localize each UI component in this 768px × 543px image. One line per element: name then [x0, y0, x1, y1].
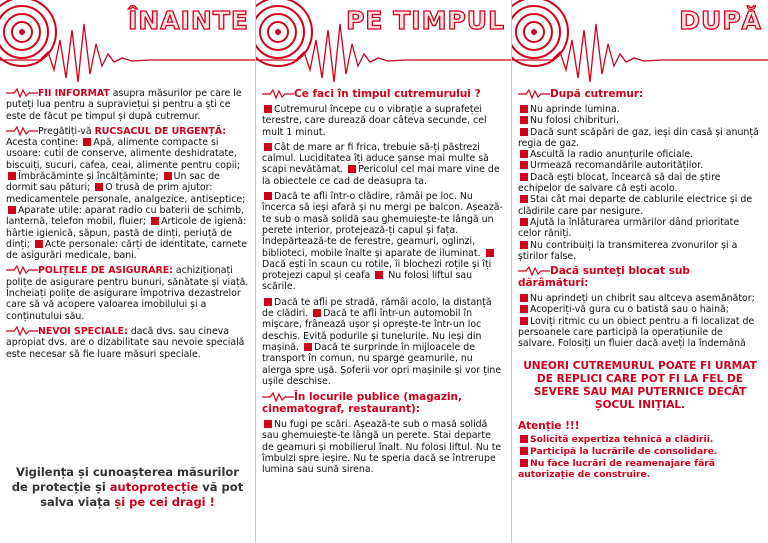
bullet-square-icon: [264, 105, 272, 113]
section-heading: În locurile publice (magazin, cinematograf, restaurant):: [262, 391, 463, 416]
bullet-square-icon: [520, 317, 528, 325]
bullet-square-icon: [520, 195, 528, 203]
panel-body: [6, 88, 249, 364]
panel-header: [512, 0, 768, 85]
panel-before: [0, 0, 255, 543]
closing-message: Vigilența și cunoașterea măsurilor de protecție și autoprotecție vă pot salva viața și pe cei dragi !: [11, 465, 244, 509]
during-paragraph: Dacă te afli într-o clădire, rămâi pe loc. Nu încerca să ieși afară și nu mergi pe balcon. Așează-te sub o masă solidă sau ghemuiește-te lângă un perete interior, protejează-ți capul și fața. Îndepărtează-te de ferestre, geamuri, oglinzi, biblioteci, mobile înalte și aparate de iluminat. Dacă ești în scaun cu rotile, îi blochezi roțile și îți protejezi capul și ceafa Nu folosi liftul sau scările.: [262, 191, 503, 293]
wave-icon: [6, 265, 38, 275]
bullet-square-icon: [520, 241, 528, 249]
section-heading: Ce faci în timpul cutremurului ?: [262, 88, 505, 100]
during-paragraph: Cutremurul începe cu o vibrație a suprafeței terestre, care durează doar câteva secunde, cel mult 1 minut.: [262, 104, 487, 138]
bullet-square-icon: [375, 271, 383, 279]
panel-body: [518, 88, 762, 481]
bullet-square-icon: [520, 161, 528, 169]
bullet-square-icon: [164, 172, 172, 180]
wave-icon: [518, 266, 550, 276]
panel-header: [256, 0, 511, 85]
insurance-highlight: POLIȚELE DE ASIGURARE:: [38, 265, 173, 277]
kit-paragraph: Pregătiți-vă RUCSACUL DE URGENȚĂ: Acesta conține: Apă, alimente compacte si usoare: cutii de conserve, alimente deshidratate, biscuiți, sucuri, cafea, ceai, alimente pentru copii; Îmbrăcăminte și încălțăminte; Un sac de dormit sau pături; O trusă de prim ajutor: medicamentele personale, analgezice, antiseptice; Aparate utile: aparat radio cu baterii de schimb, lanternă, telefon mobil, fluier; Articole de igienă: hârtie igienică, săpun, pastă de dinți, periuță de dinți; Acte personale: cărți de identitate, carnete de asigurări medicale, bani.: [6, 125, 247, 262]
attention-item: Solicită expertiza tehnică a clădirii.: [518, 434, 762, 445]
kit-item: Apă, alimente compacte si usoare: cutii de conserve, alimente deshidratate, biscuiți, sucuri, cafea, ceai, alimente pentru copii;: [6, 137, 241, 171]
kit-item: Aparate utile: aparat radio cu baterii de schimb, lanternă, telefon mobil, fluier;: [6, 204, 245, 228]
bullet-square-icon: [486, 249, 494, 257]
bullet-square-icon: [35, 240, 43, 248]
during-paragraph: Dacă te afli pe stradă, rămâi acolo, la distanță de clădiri. Dacă te afli într-un automobil în mișcare, frânează ușor și oprește-te într-un loc deschis. Evită podurile și tunelurile. Nu ieși din mașină. Dacă te surprinde în mijloacele de transport în comun, nu sparge geamurile, nu alerga spre ușă. Șoferii vor opri mașinile și vor ține ușile deschise.: [262, 296, 502, 387]
attention-item: Participă la lucrările de consolidare.: [518, 446, 762, 457]
kit-item: O trusă de prim ajutor: medicamentele personale, analgezice, antiseptice;: [6, 182, 246, 205]
bullet-square-icon: [8, 172, 16, 180]
kit-item: Acte personale: cărți de identitate, carnete de asigurări medicale, bani.: [6, 238, 247, 262]
wave-icon: [518, 89, 550, 99]
attention-item: Nu face lucrări de reamenajare fără autorizație de construire.: [518, 457, 715, 480]
aftershock-warning: UNEORI CUTREMURUL POATE FI URMAT DE REPLICI CARE POT FI LA FEL DE SEVERE SAU MAI PUTERNICE DECÂT ȘOCUL INIȚIAL.: [523, 359, 757, 411]
bullet-square-icon: [520, 105, 528, 113]
trapped-list: Nu aprindeți un chibrit sau altceva asemănător; Acoperiți-vă gura cu o batistă sau o haină; Loviți ritmic cu un obiect pentru a fi localizat de persoanele care participă la operațiunile de salvare. Folosiți un fluier dacă aveți la îndemână: [518, 293, 755, 350]
kit-item: Un sac de dormit sau pături;: [6, 171, 220, 194]
panel-title: DUPĂ: [679, 6, 762, 35]
bullet-square-icon: [520, 447, 528, 455]
bullet-square-icon: [520, 150, 528, 158]
during-paragraph: Cât de mare ar fi frica, trebuie să-ți păstrezi calmul. Luciditatea îți aduce șanse mai multe să scapi nevătămat. Pericolul cel mai mare vine de la obiectele ce cad de deasupra ta.: [262, 141, 500, 187]
wave-icon: [6, 126, 38, 136]
insurance-paragraph: POLIȚELE DE ASIGURARE: achiziționați polițe de asigurare pentru bunuri, sănătate și viață. Încheiați polițe de asigurare împotriva dezastrelor care să vă acopere valoarea imobilului și a conținutului său.: [6, 265, 249, 322]
bullet-square-icon: [313, 309, 321, 317]
intro-highlight: FII INFORMAT: [38, 88, 110, 99]
special-needs-paragraph: NEVOI SPECIALE: dacă dvs. sau cineva apropiat dvs. are o dizabilitate sau nevoie specială este necesar să fie luare măsuri speciale.: [6, 325, 245, 360]
intro-paragraph: FII INFORMAT asupra măsurilor pe care le puteți lua pentru a supraviețui și pentru a ști ce este de făcut pe timpul și după cutremur.: [6, 88, 242, 122]
kit-highlight: RUCSACUL DE URGENȚĂ:: [94, 125, 227, 137]
bullet-square-icon: [520, 128, 528, 136]
special-needs-highlight: NEVOI SPECIALE:: [38, 325, 128, 337]
bullet-square-icon: [264, 143, 272, 151]
bullet-square-icon: [520, 435, 528, 443]
wave-icon: [6, 88, 38, 98]
during-paragraph: Nu fugi pe scări. Așează-te sub o masă solidă sau ghemuiește-te lângă un perete. Stai departe de geamuri și mobilierul înalt. Nu folosi liftul. Nu te îmbulzi spre ieșire. Nu te speria dacă se întrerupe lumina sau sună sirena.: [262, 419, 502, 476]
panel-after: [512, 0, 768, 543]
bullet-square-icon: [95, 183, 103, 191]
bullet-square-icon: [8, 206, 16, 214]
bullet-square-icon: [520, 116, 528, 124]
bullet-square-icon: [304, 343, 312, 351]
bullet-square-icon: [151, 217, 159, 225]
after-list: Nu aprinde lumina. Nu folosi chibrituri. Dacă sunt scăpări de gaz, ieși din casă și anunță regia de gaz. Ascultă la radio anunțurile oficiale. Urmează recomandările autorităților. Dacă ești blocat, încearcă să dai de știre echipelor de salvare că ești acolo. Stai cât mai departe de cablurile electrice și de clădirile care par nesigure. Ajută la înlăturarea urmărilor dând prioritate celor răniți. Nu contribuiți la transmiterea zvonurilor și a știrilor false.: [518, 104, 759, 262]
bullet-square-icon: [520, 294, 528, 302]
bullet-square-icon: [348, 165, 356, 173]
attention-heading: Atenție !!!: [518, 419, 580, 432]
wave-icon: [262, 392, 294, 402]
panel-header: [0, 0, 255, 85]
bullet-square-icon: [264, 298, 272, 306]
bullet-square-icon: [264, 420, 272, 428]
bullet-square-icon: [520, 218, 528, 226]
bullet-square-icon: [520, 305, 528, 313]
kit-item: Îmbrăcăminte și încălțăminte;: [18, 171, 159, 183]
wave-icon: [6, 326, 38, 336]
panel-title: PE TIMPUL: [346, 6, 505, 35]
section-heading: Dacă sunteți blocat sub dărâmături:: [518, 265, 690, 290]
wave-icon: [262, 89, 294, 99]
section-heading: După cutremur:: [518, 88, 762, 100]
bullet-square-icon: [264, 192, 272, 200]
panel-body: [262, 88, 505, 480]
bullet-square-icon: [520, 173, 528, 181]
kit-item: Articole de igienă: hârtie igienică, săpun, pastă de dinți, periuță de dinți;: [6, 216, 247, 250]
panel-during: [256, 0, 511, 543]
bullet-square-icon: [83, 138, 91, 146]
bullet-square-icon: [520, 459, 528, 467]
panel-title: ÎNAINTE: [128, 6, 249, 35]
